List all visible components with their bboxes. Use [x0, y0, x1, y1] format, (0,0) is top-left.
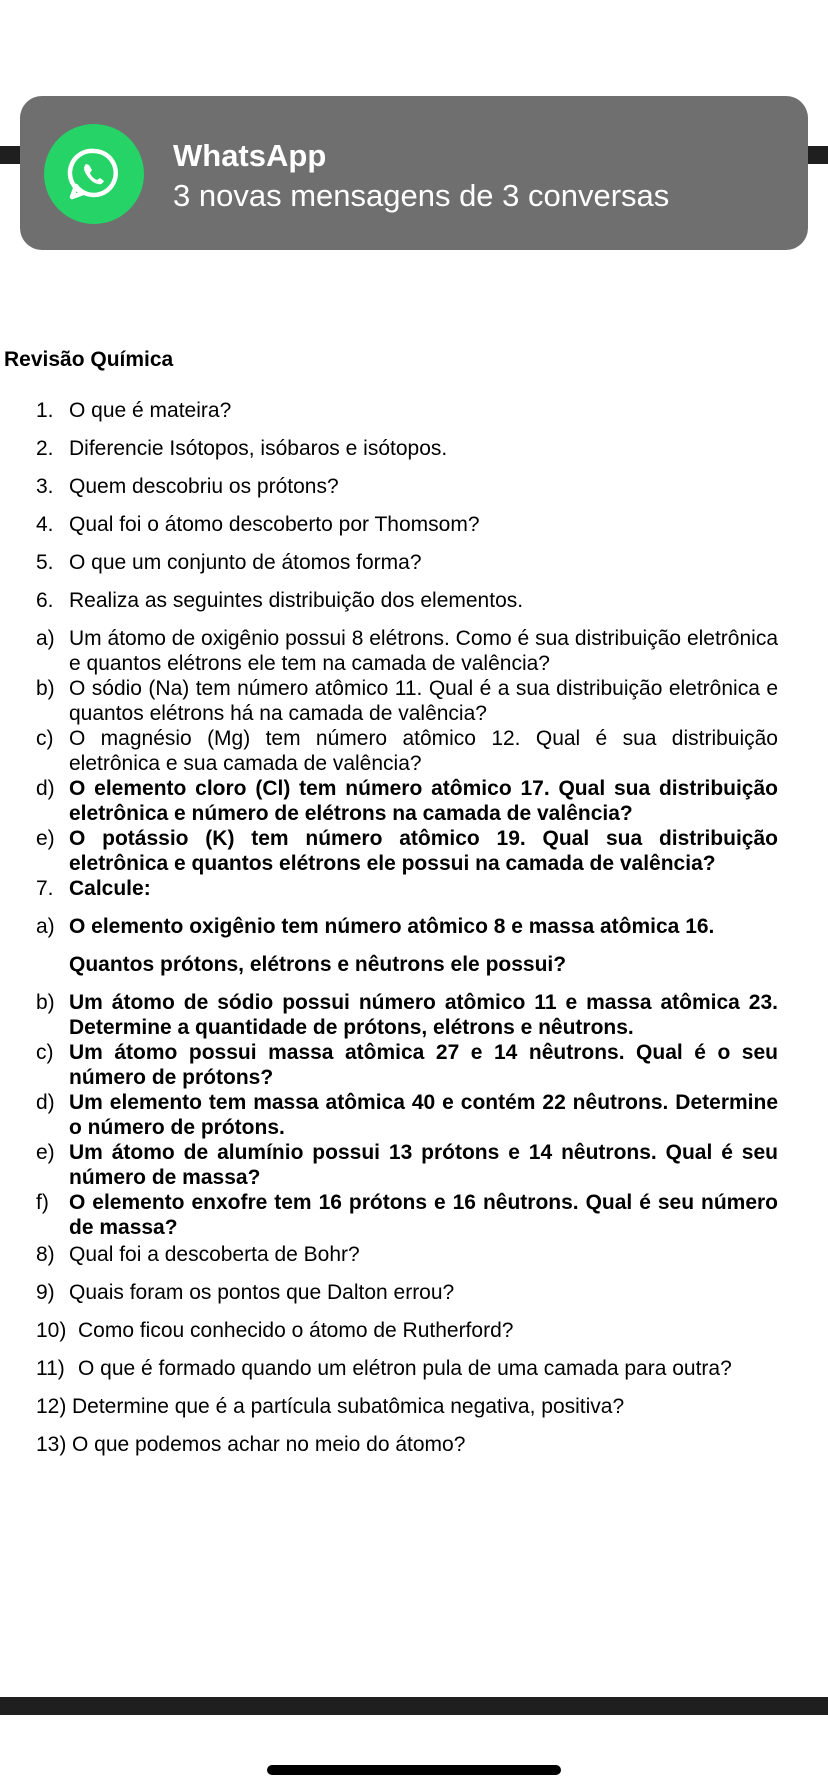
list-item: 3. Quem descobriu os prótons?	[36, 475, 339, 498]
list-item: d) O elemento cloro (Cl) tem número atômico 17. Qual sua distribuição eletrônica e número de elétrons na camada de valência?	[36, 777, 778, 825]
notification-message: 3 novas mensagens de 3 conversas	[173, 178, 670, 213]
list-item: 5. O que um conjunto de átomos forma?	[36, 551, 422, 574]
list-item: b) O sódio (Na) tem número atômico 11. Qual é a sua distribuição eletrônica e quantos elétrons há na camada de valência?	[36, 677, 778, 725]
list-item: b) Um átomo de sódio possui número atômico 11 e massa atômica 23. Determine a quantidade de prótons, elétrons e nêutrons.	[36, 991, 778, 1039]
list-item: e) O potássio (K) tem número atômico 19. Qual sua distribuição eletrônica e quantos elétrons ele possui na camada de valência?	[36, 827, 778, 875]
list-item: a) Um átomo de oxigênio possui 8 elétrons. Como é sua distribuição eletrônica e quantos elétrons ele tem na camada de valência?	[36, 627, 778, 675]
list-item: d) Um elemento tem massa atômica 40 e contém 22 nêutrons. Determine o número de prótons.	[36, 1091, 778, 1139]
whatsapp-notification-banner[interactable]	[20, 96, 808, 250]
list-item: a) O elemento oxigênio tem número atômico 8 e massa atômica 16.	[36, 915, 715, 938]
list-item: 10) Como ficou conhecido o átomo de Rutherford?	[36, 1319, 514, 1342]
list-item: 1. O que é mateira?	[36, 399, 232, 422]
list-item: 9) Quais foram os pontos que Dalton errou?	[36, 1281, 455, 1304]
list-item: 7. Calcule:	[36, 877, 151, 900]
document-title: Revisão Química	[4, 348, 174, 371]
list-item: 11) O que é formado quando um elétron pula de uma camada para outra?	[36, 1357, 732, 1380]
list-item: 8) Qual foi a descoberta de Bohr?	[36, 1243, 360, 1266]
list-item: 4. Qual foi o átomo descoberto por Thomsom?	[36, 513, 480, 536]
list-item: Quantos prótons, elétrons e nêutrons ele possui?	[69, 953, 567, 976]
bottom-bar	[0, 1697, 828, 1715]
list-item: f) O elemento enxofre tem 16 prótons e 16 nêutrons. Qual é seu número de massa?	[36, 1191, 778, 1239]
list-item: 2. Diferencie Isótopos, isóbaros e isótopos.	[36, 437, 448, 460]
list-item: 13) O que podemos achar no meio do átomo?	[36, 1433, 466, 1456]
list-item: c) Um átomo possui massa atômica 27 e 14 nêutrons. Qual é o seu número de prótons?	[36, 1041, 778, 1089]
home-indicator[interactable]	[267, 1765, 561, 1775]
notification-app-name: WhatsApp	[173, 138, 327, 173]
list-item: e) Um átomo de alumínio possui 13 prótons e 14 nêutrons. Qual é seu número de massa?	[36, 1141, 778, 1189]
whatsapp-icon	[44, 124, 144, 224]
list-item: c) O magnésio (Mg) tem número atômico 12. Qual é sua distribuição eletrônica e sua camada de valência?	[36, 727, 778, 775]
list-item: 6. Realiza as seguintes distribuição dos elementos.	[36, 589, 524, 612]
list-item: 12) Determine que é a partícula subatômica negativa, positiva?	[36, 1395, 625, 1418]
